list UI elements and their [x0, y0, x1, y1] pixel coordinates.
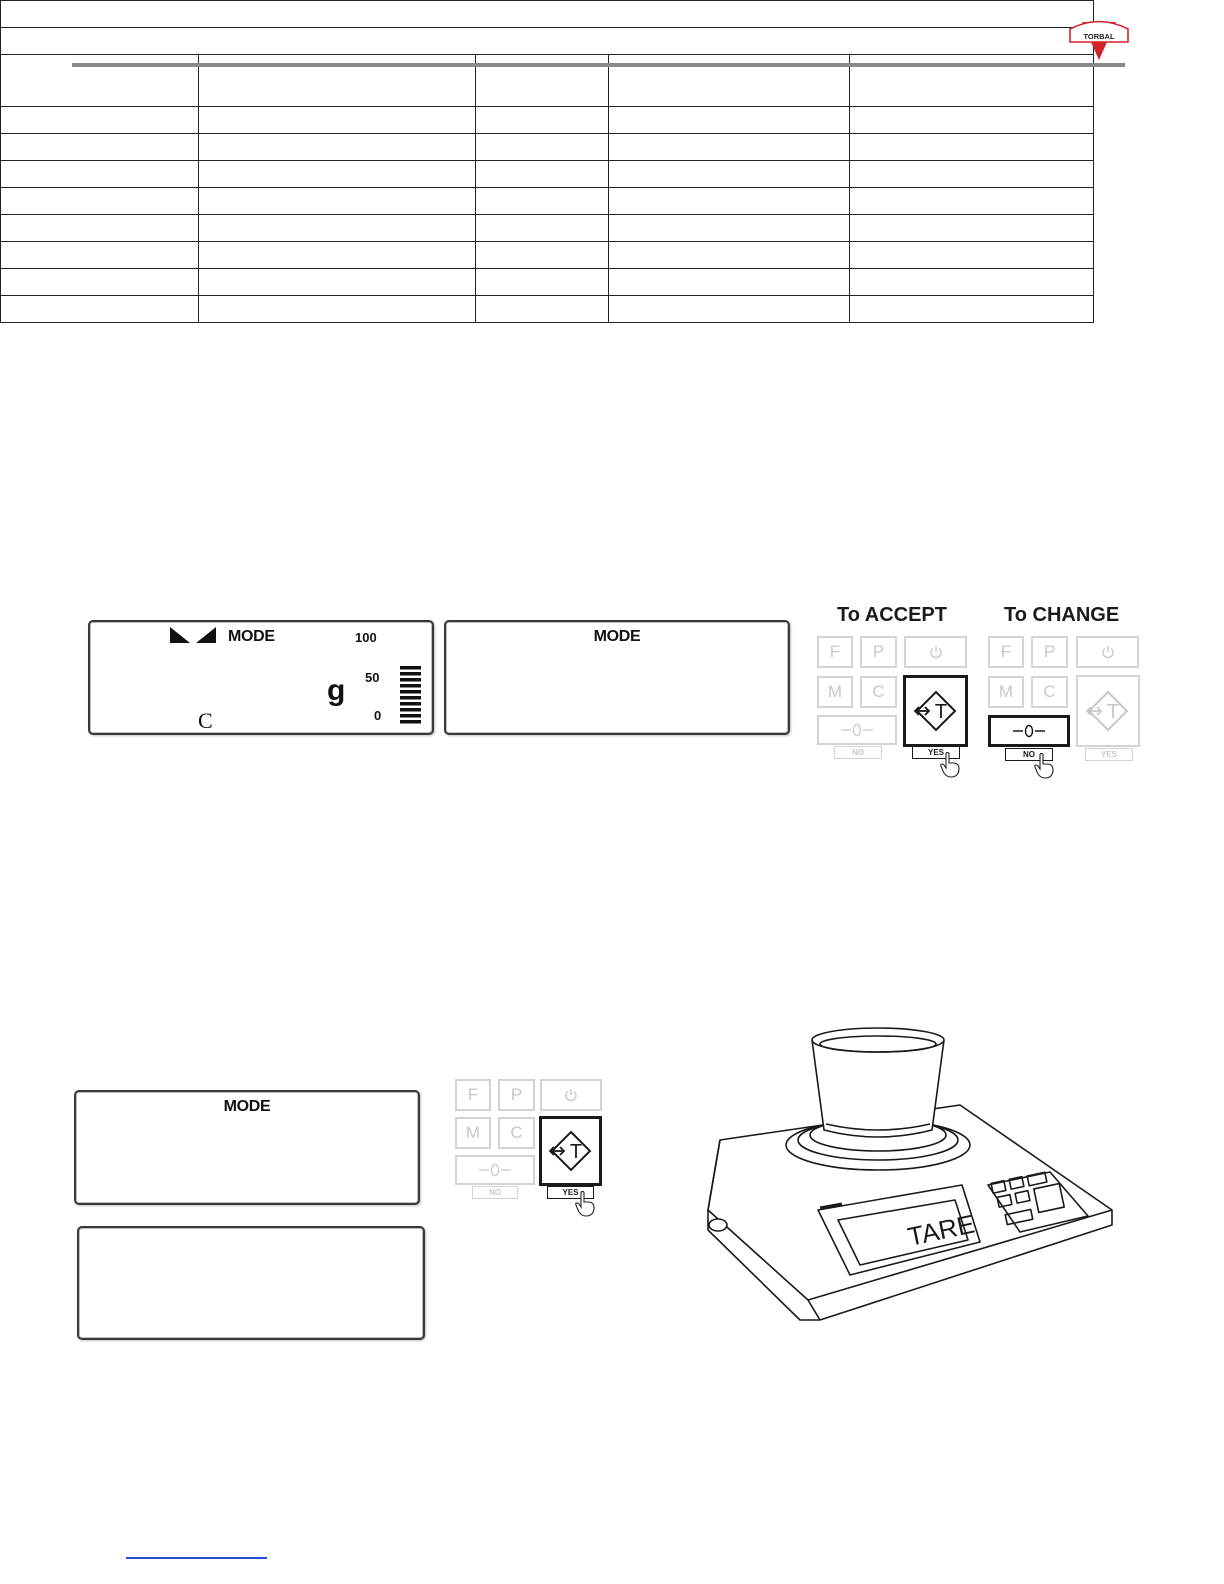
zero-key[interactable] — [817, 715, 897, 745]
table-cell — [199, 242, 476, 269]
no-label: NO — [472, 1186, 518, 1199]
display-mode-label: MODE — [223, 1098, 271, 1115]
table-cell — [1, 161, 199, 188]
power-key[interactable] — [1076, 636, 1139, 668]
yes-label: YES — [912, 746, 960, 759]
pointing-hand-icon — [1033, 753, 1055, 779]
keypad-title: To ACCEPT — [837, 604, 947, 626]
table-cell — [609, 161, 850, 188]
tare-icon — [1085, 688, 1131, 734]
stability-triangles-icon — [170, 627, 218, 645]
lcd-display-mode — [74, 1090, 420, 1205]
table-cell — [1, 242, 199, 269]
table-cell — [609, 107, 850, 134]
table-cell — [199, 296, 476, 323]
p-key[interactable]: P — [498, 1079, 535, 1111]
lcd-display-mode — [444, 620, 790, 735]
table-cell — [1, 107, 199, 134]
table-cell — [476, 188, 609, 215]
table-cell — [476, 242, 609, 269]
table-row — [1, 28, 1094, 55]
scale-with-container-illustration — [700, 1020, 1120, 1330]
tare-key[interactable] — [539, 1116, 602, 1186]
p-key[interactable]: P — [860, 636, 897, 668]
zero-icon — [479, 1163, 511, 1177]
spec-table — [0, 0, 1094, 323]
table-cell — [476, 269, 609, 296]
keypad-to-accept — [812, 600, 972, 780]
table-cell — [850, 242, 1094, 269]
keypad-title: To CHANGE — [1004, 604, 1120, 626]
table-cell — [1, 188, 199, 215]
table-cell — [199, 134, 476, 161]
footer-link-underline[interactable] — [126, 1557, 267, 1559]
power-icon — [1101, 645, 1115, 659]
table-row — [1, 188, 1094, 215]
table-cell — [609, 269, 850, 296]
keypad-to-change — [983, 600, 1143, 780]
table-cell — [476, 161, 609, 188]
table-cell — [609, 134, 850, 161]
table-cell — [199, 269, 476, 296]
table-cell — [476, 215, 609, 242]
tare-icon — [548, 1128, 594, 1174]
m-key[interactable]: M — [988, 676, 1024, 708]
table-cell — [850, 134, 1094, 161]
keypad-tare — [450, 1075, 610, 1220]
table-cell — [609, 242, 850, 269]
bargraph-label-100: 100 — [355, 630, 377, 645]
zero-icon — [1013, 724, 1045, 738]
display-mode-label: MODE — [593, 628, 641, 645]
table-row — [1, 296, 1094, 323]
unit-gram: g — [327, 674, 346, 707]
header-rule — [72, 63, 1125, 67]
calibration-indicator: C — [198, 708, 213, 733]
p-key[interactable]: P — [1031, 636, 1068, 668]
yes-label: YES — [1085, 748, 1133, 761]
table-cell — [1, 1, 1094, 28]
f-key[interactable]: F — [455, 1079, 491, 1111]
table-cell — [199, 188, 476, 215]
scale-screen-text: TARE — [905, 1208, 978, 1252]
no-label: NO — [1005, 748, 1053, 761]
tare-key[interactable] — [903, 675, 968, 747]
table-row — [1, 161, 1094, 188]
table-cell — [476, 107, 609, 134]
table-cell — [1, 215, 199, 242]
zero-icon — [841, 723, 873, 737]
m-key[interactable]: M — [817, 676, 853, 708]
m-key[interactable]: M — [455, 1117, 491, 1149]
table-cell — [199, 107, 476, 134]
table-row — [1, 215, 1094, 242]
table-row — [1, 269, 1094, 296]
table-cell — [476, 296, 609, 323]
table-cell — [609, 296, 850, 323]
table-cell — [1, 269, 199, 296]
table-cell — [850, 296, 1094, 323]
c-key[interactable]: C — [1031, 676, 1068, 708]
table-cell — [476, 134, 609, 161]
c-key[interactable]: C — [860, 676, 897, 708]
power-key[interactable] — [540, 1079, 602, 1111]
table-row — [1, 134, 1094, 161]
bargraph-label-0: 0 — [374, 708, 382, 723]
power-key[interactable] — [904, 636, 967, 668]
table-cell — [850, 161, 1094, 188]
table-cell — [1, 28, 1094, 55]
zero-key[interactable] — [455, 1155, 535, 1185]
table-cell — [609, 188, 850, 215]
table-cell — [850, 269, 1094, 296]
no-label: NO — [834, 746, 882, 759]
yes-label: YES — [547, 1186, 594, 1199]
table-cell — [609, 215, 850, 242]
table-row — [1, 1, 1094, 28]
bargraph-label-50: 50 — [365, 670, 380, 685]
power-icon — [564, 1088, 578, 1102]
svg-text:T: T — [1106, 701, 1120, 723]
svg-text:T: T — [569, 1141, 582, 1163]
display-mode-label: MODE — [228, 628, 275, 645]
torbal-logo — [1068, 16, 1130, 62]
svg-text:T: T — [934, 701, 947, 723]
c-key[interactable]: C — [498, 1117, 535, 1149]
table-cell — [1, 296, 199, 323]
tare-icon — [913, 688, 959, 734]
table-cell — [199, 161, 476, 188]
table-cell — [850, 215, 1094, 242]
tare-key[interactable] — [1076, 675, 1140, 747]
power-icon — [929, 645, 943, 659]
lcd-display-blank — [77, 1226, 425, 1340]
table-cell — [1, 134, 199, 161]
lcd-display-mode-status — [88, 620, 434, 735]
table-cell — [850, 107, 1094, 134]
pointing-hand-icon — [939, 752, 961, 778]
logo-text: TORBAL — [1083, 32, 1115, 41]
zero-key[interactable] — [988, 715, 1070, 747]
f-key[interactable]: F — [988, 636, 1024, 668]
table-row — [1, 107, 1094, 134]
capacity-bargraph — [400, 666, 422, 724]
table-cell — [199, 215, 476, 242]
table-row — [1, 242, 1094, 269]
f-key[interactable]: F — [817, 636, 853, 668]
pointing-hand-icon — [574, 1191, 596, 1217]
table-cell — [850, 188, 1094, 215]
